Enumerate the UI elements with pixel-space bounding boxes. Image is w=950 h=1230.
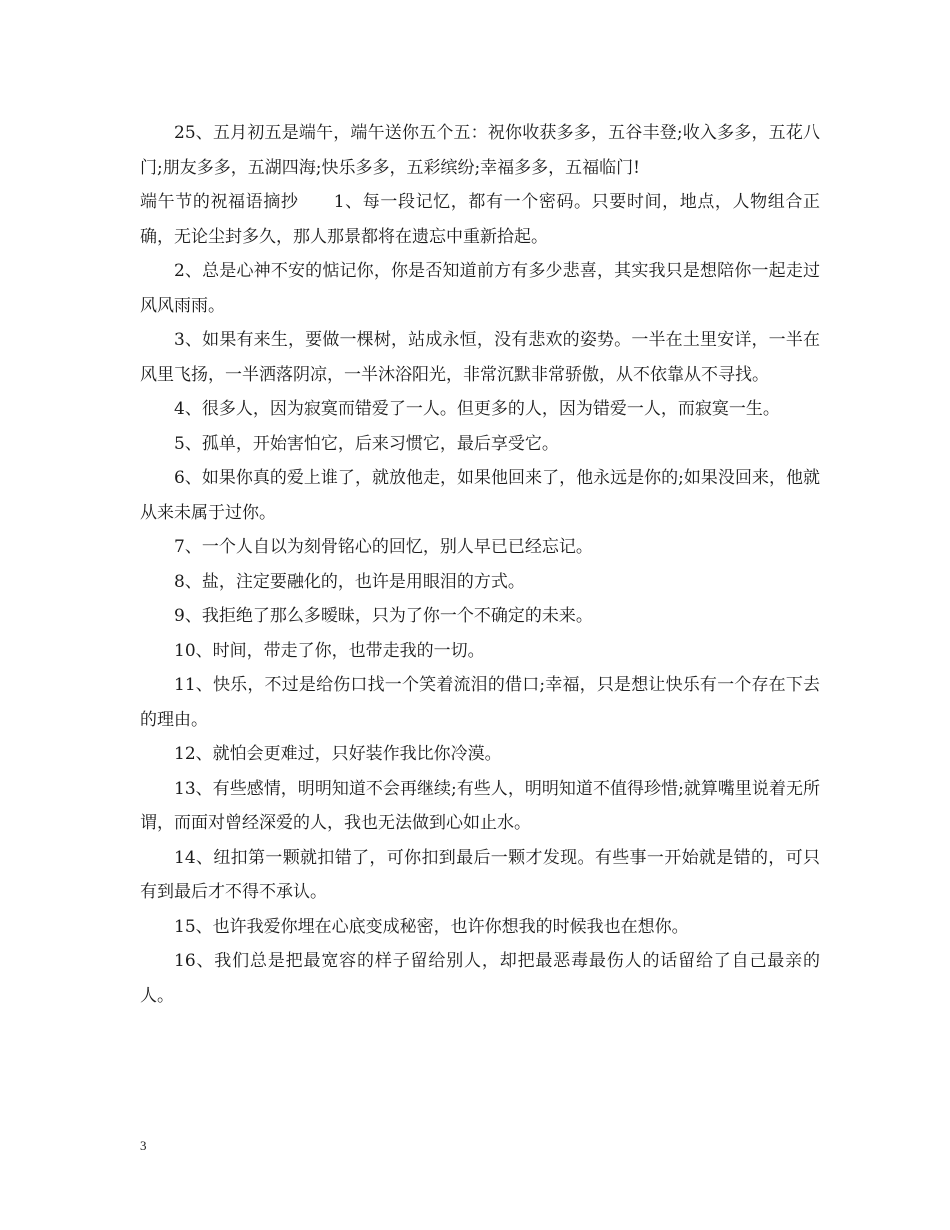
paragraph: 3、如果有来生，要做一棵树，站成永恒，没有悲欢的姿势。一半在土里安详，一半在风里飞扬，一半洒落阴凉，一半沐浴阳光，非常沉默非常骄傲，从不依靠从不寻找。 xyxy=(140,330,820,385)
paragraph: 14、纽扣第一颗就扣错了，可你扣到最后一颗才发现。有些事一开始就是错的，可只有到最后才不得不承认。 xyxy=(140,847,820,902)
paragraph: 6、如果你真的爱上谁了，就放他走，如果他回来了，他永远是你的;如果没回来，他就从来未属于过你。 xyxy=(140,468,820,523)
paragraph: 25、五月初五是端午，端午送你五个五：祝你收获多多，五谷丰登;收入多多，五花八门;朋友多多，五湖四海;快乐多多，五彩缤纷;幸福多多，五福临门! xyxy=(140,123,820,178)
paragraph: 8、盐，注定要融化的，也许是用眼泪的方式。 xyxy=(174,571,525,592)
paragraph: 10、时间，带走了你，也带走我的一切。 xyxy=(174,640,485,661)
paragraph: 端午节的祝福语摘抄 1、每一段记忆，都有一个密码。只要时间，地点，人物组合正确，无论尘封多久，那人那景都将在遗忘中重新拾起。 xyxy=(140,192,820,247)
page-number: 3 xyxy=(140,1138,147,1153)
document-body xyxy=(140,116,820,1013)
paragraph: 5、孤单，开始害怕它，后来习惯它，最后享受它。 xyxy=(174,433,559,454)
paragraph: 15、也许我爱你埋在心底变成秘密，也许你想我的时候我也在想你。 xyxy=(174,916,689,937)
paragraph: 9、我拒绝了那么多暧昧，只为了你一个不确定的未来。 xyxy=(174,606,593,626)
paragraph: 16、我们总是把最宽容的样子留给别人，却把最恶毒最伤人的话留给了自己最亲的人。 xyxy=(140,951,820,1006)
paragraph: 11、快乐，不过是给伤口找一个笑着流泪的借口;幸福，只是想让快乐有一个存在下去的理由。 xyxy=(140,675,820,730)
paragraph: 2、总是心神不安的惦记你，你是否知道前方有多少悲喜，其实我只是想陪你一起走过风风雨雨。 xyxy=(140,261,820,316)
paragraph: 7、一个人自以为刻骨铭心的回忆，别人早已已经忘记。 xyxy=(174,537,593,557)
paragraph: 12、就怕会更难过，只好装作我比你冷漠。 xyxy=(174,744,502,764)
paragraph: 4、很多人，因为寂寞而错爱了一人。但更多的人，因为错爱一人，而寂寞一生。 xyxy=(174,399,780,419)
paragraph: 13、有些感情，明明知道不会再继续;有些人，明明知道不值得珍惜;就算嘴里说着无所谓，而面对曾经深爱的人，我也无法做到心如止水。 xyxy=(140,778,820,833)
